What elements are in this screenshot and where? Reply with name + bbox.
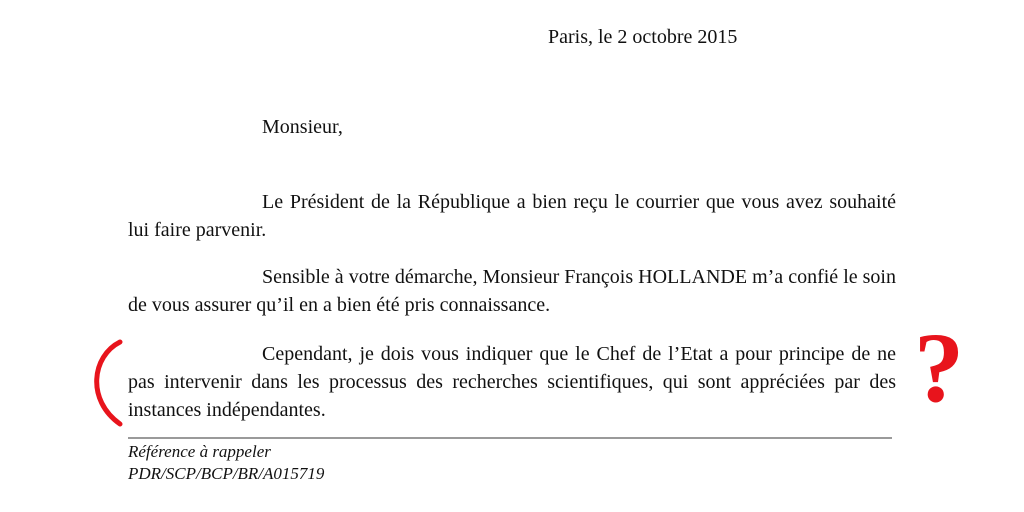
letter-date: Paris, le 2 octobre 2015 — [548, 26, 738, 48]
letter-salutation: Monsieur, — [262, 116, 343, 138]
reference-label: Référence à rappeler — [128, 442, 271, 461]
question-mark-annotation: ? — [914, 312, 964, 423]
red-bracket-icon — [84, 338, 128, 428]
paragraph-non-intervention: Cependant, je dois vous indiquer que le Chef de l’Etat a pour principe de ne pas intervenir dans les processus des recherches scientifiques, qui sont appréciées par des instances indépendantes. — [128, 343, 896, 421]
paragraph-receipt: Le Président de la République a bien reçu le courrier que vous avez souhaité lui faire parvenir. — [128, 191, 896, 241]
reference-divider — [128, 437, 892, 439]
paragraph-acknowledgement: Sensible à votre démarche, Monsieur François HOLLANDE m’a confié le soin de vous assurer qu’il en a bien été pris connaissance. — [128, 266, 896, 316]
reference-number: PDR/SCP/BCP/BR/A015719 — [128, 464, 325, 483]
